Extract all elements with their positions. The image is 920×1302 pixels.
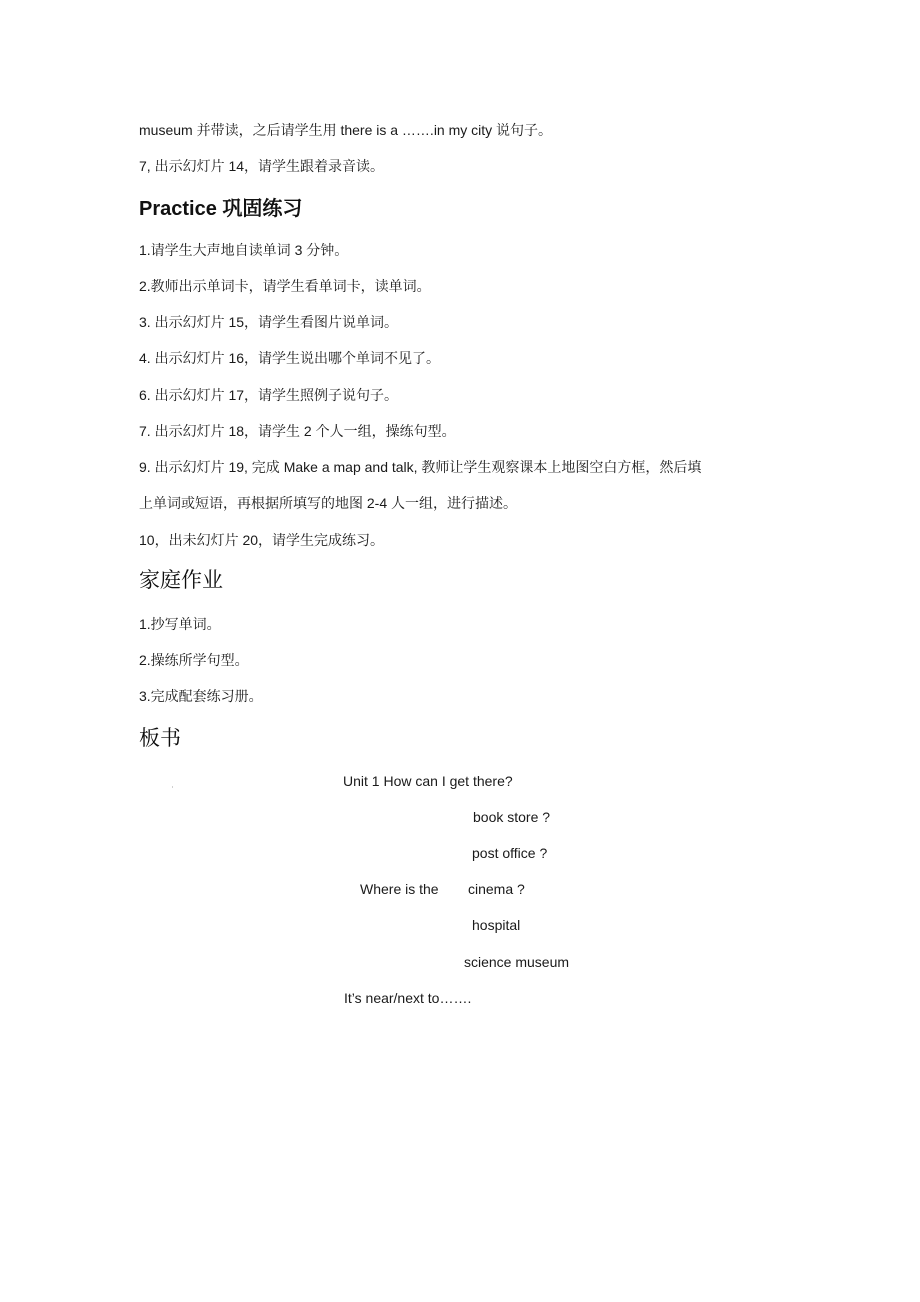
blackboard-prefix: Where is the — [360, 881, 439, 897]
homework-item-2: 2.操练所学句型。 — [139, 652, 249, 668]
blackboard-place-hospital: hospital — [472, 917, 521, 933]
practice-item-6: 6. 出示幻灯片 17，请学生照例子说句子。 — [139, 387, 399, 403]
blackboard-place-post-office: post office ? — [472, 845, 548, 861]
practice-item-2: 2.教师出示单词卡，请学生看单词卡，读单词。 — [139, 278, 431, 294]
blackboard-place-science-museum: science museum — [464, 954, 570, 970]
practice-item-1: 1.请学生大声地自读单词 3 分钟。 — [139, 242, 349, 258]
homework-item-1: 1.抄写单词。 — [139, 616, 221, 632]
homework-item-3: 3.完成配套练习册。 — [139, 688, 263, 704]
blackboard-title: Unit 1 How can I get there? — [343, 773, 513, 789]
practice-item-3: 3. 出示幻灯片 15，请学生看图片说单词。 — [139, 314, 399, 330]
practice-item-9-continued: 上单词或短语，再根据所填写的地图 2-4 人一组，进行描述。 — [139, 495, 518, 511]
practice-item-7: 7. 出示幻灯片 18，请学生 2 个人一组，操练句型。 — [139, 423, 456, 439]
practice-item-9: 9. 出示幻灯片 19, 完成 Make a map and talk, 教师让学生观察课本上地图空白方框，然后填 — [139, 459, 702, 475]
stray-mark — [172, 786, 173, 788]
blackboard-place-book-store: book store ? — [473, 809, 551, 825]
blackboard-answer: It’s near/next to……. — [344, 990, 472, 1006]
practice-item-4: 4. 出示幻灯片 16，请学生说出哪个单词不见了。 — [139, 350, 441, 366]
homework-heading: 家庭作业 — [139, 569, 223, 592]
practice-heading: Practice 巩固练习 — [139, 198, 303, 220]
intro-line-2: 7, 出示幻灯片 14，请学生跟着录音读。 — [139, 158, 385, 174]
intro-line-1: museum 并带读，之后请学生用 there is a …….in my city 说句子。 — [139, 122, 553, 138]
practice-item-10: 10，出未幻灯片 20，请学生完成练习。 — [139, 532, 385, 548]
blackboard-place-cinema: cinema ? — [468, 881, 525, 897]
blackboard-heading: 板书 — [139, 727, 181, 750]
